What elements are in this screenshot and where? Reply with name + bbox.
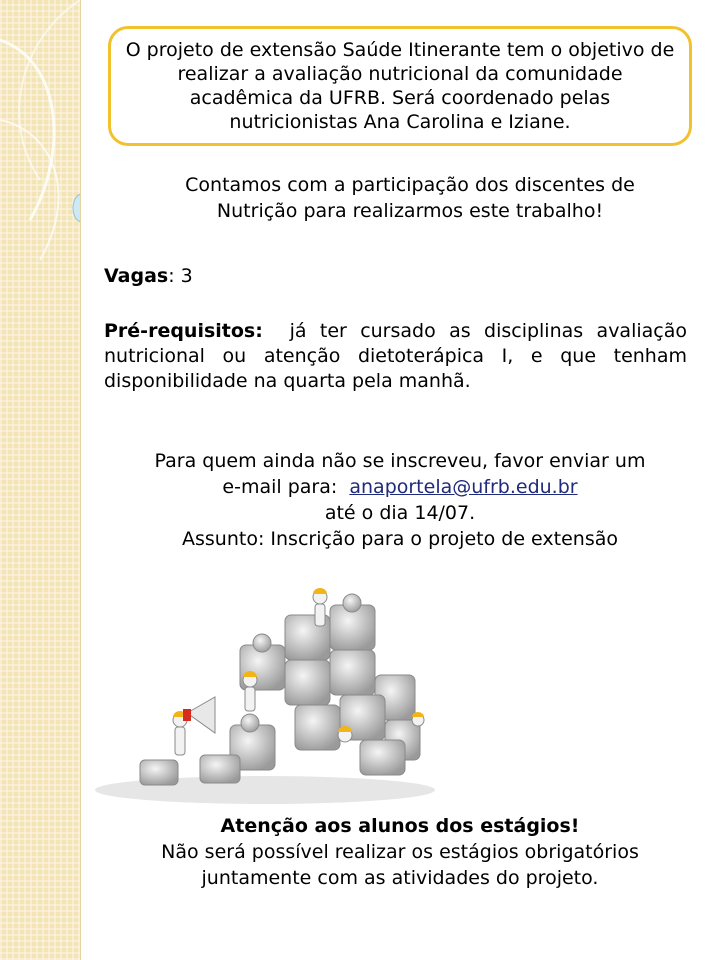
prerequisites-label: Pré-requisitos: [104, 320, 263, 342]
attention-line-1: Não será possível realizar os estágios obrigatórios [161, 841, 639, 863]
attention-line-2: juntamente com as atividades do projeto. [201, 867, 599, 889]
intro-box [108, 26, 692, 146]
registration-line-1: Para quem ainda não se inscreveu, favor enviar um [154, 450, 646, 472]
attention-title [150, 813, 650, 839]
participation-text [100, 172, 720, 224]
attention-notice [150, 813, 650, 891]
prerequisites [104, 319, 687, 394]
vacancies-value: : 3 [168, 265, 193, 287]
attention-title-text: Atenção aos alunos dos estágios! [220, 815, 580, 837]
vacancies-label: Vagas [104, 265, 169, 287]
decorative-side-strip [0, 0, 81, 960]
puzzle-team-illustration [90, 585, 435, 805]
prerequisites-text: já ter cursado as disciplinas avaliação nutricional ou atenção dietoterápica I, e que tenham disponibilidade na quarta pela manhã. [104, 320, 687, 392]
registration-deadline: até o dia 14/07. [324, 502, 476, 524]
intro-text: O projeto de extensão Saúde Itinerante tem o objetivo de realizar a avaliação nutricional da comunidade acadêmica da UFRB. Será coordenado pelas nutricionistas Ana Carolina e Iziane. [125, 39, 675, 133]
participation-line-1: Contamos com a participação dos discentes de [185, 174, 635, 196]
registration-line-2 [100, 474, 700, 500]
email-link[interactable]: anaportela@ufrb.edu.br [349, 476, 578, 498]
email-prefix: e-mail para: [222, 476, 338, 498]
registration-text [100, 448, 700, 552]
registration-subject: Assunto: Inscrição para o projeto de extensão [182, 528, 618, 550]
decorative-swirl [0, 0, 80, 960]
vacancies [104, 264, 687, 289]
participation-line-2: Nutrição para realizarmos este trabalho! [216, 200, 604, 222]
